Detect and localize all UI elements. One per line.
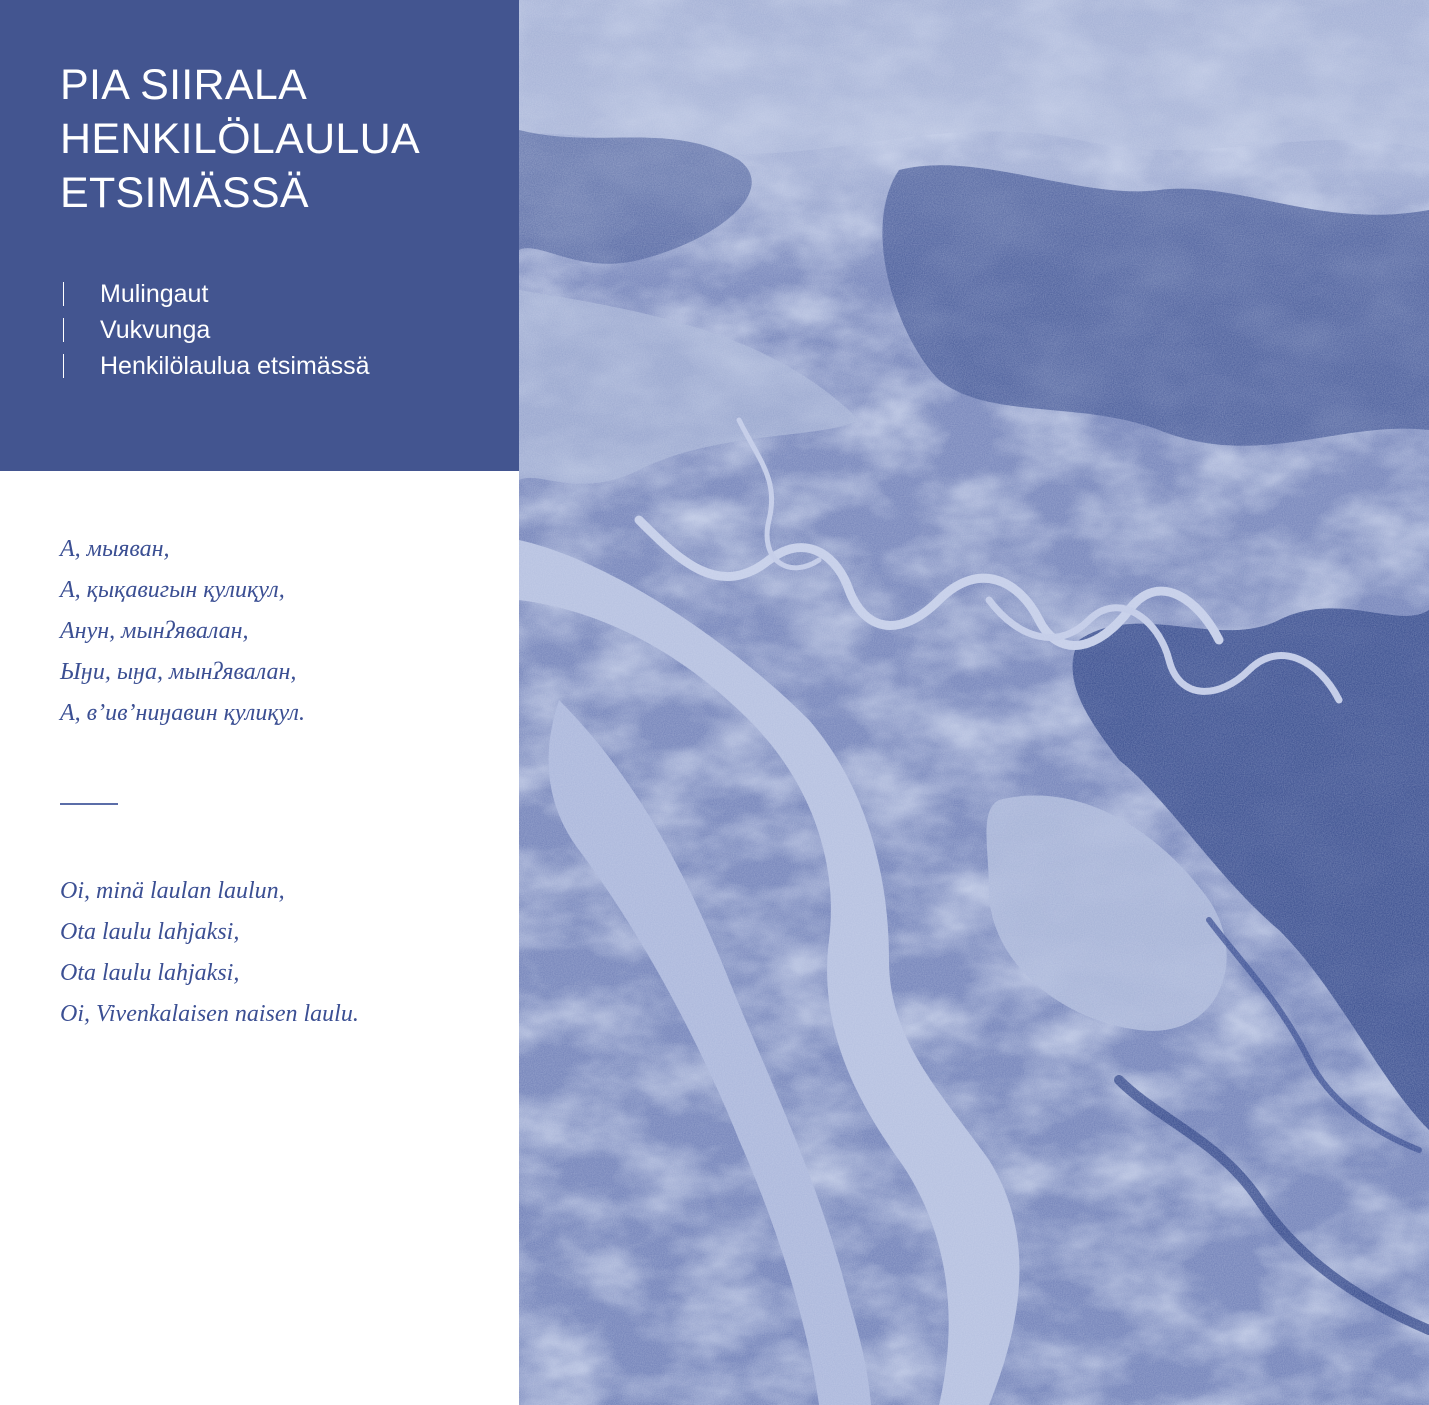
track-title: Mulingaut (100, 280, 209, 308)
lyric-line: Ota laulu lahjaksi, (60, 960, 240, 986)
lyric-line: Анун, мынʔявалан, (60, 618, 249, 644)
track-bullet-bar (63, 318, 64, 342)
lyric-line: Ыӈи, ыӈа, мынʔявалан, (60, 659, 297, 685)
album-title-line: HENKILÖLAULUA (60, 115, 420, 163)
title-panel (0, 0, 519, 471)
track-item (60, 276, 370, 312)
track-title: Vukvunga (100, 316, 211, 344)
album-title-line: ETSIMÄSSÄ (60, 169, 309, 217)
lyric-line: Oi, minä laulan laulun, (60, 878, 285, 904)
track-bullet-bar (63, 282, 64, 306)
track-list (60, 276, 370, 384)
track-title: Henkilölaulua etsimässä (100, 352, 370, 380)
album-title-line: PIA SIIRALA (60, 61, 308, 109)
lyrics-original (60, 529, 305, 734)
lyrics-divider (60, 803, 118, 805)
lyrics-translation (60, 871, 359, 1035)
lyric-line: Oi, Vivenkalaisen naisen laulu. (60, 1001, 359, 1027)
track-item (60, 312, 370, 348)
track-item (60, 348, 370, 384)
lyric-line: А, вʼивʼниӈавин қулиқул. (60, 700, 306, 726)
lyric-line: А, мыяван, (60, 536, 170, 562)
lyric-line: Ota laulu lahjaksi, (60, 919, 240, 945)
lyric-line: А, қықавигын қулиқул, (60, 577, 285, 603)
aerial-landscape-photo (519, 0, 1429, 1405)
aerial-landscape-image (519, 0, 1429, 1405)
track-bullet-bar (63, 354, 64, 378)
album-title (60, 58, 420, 220)
